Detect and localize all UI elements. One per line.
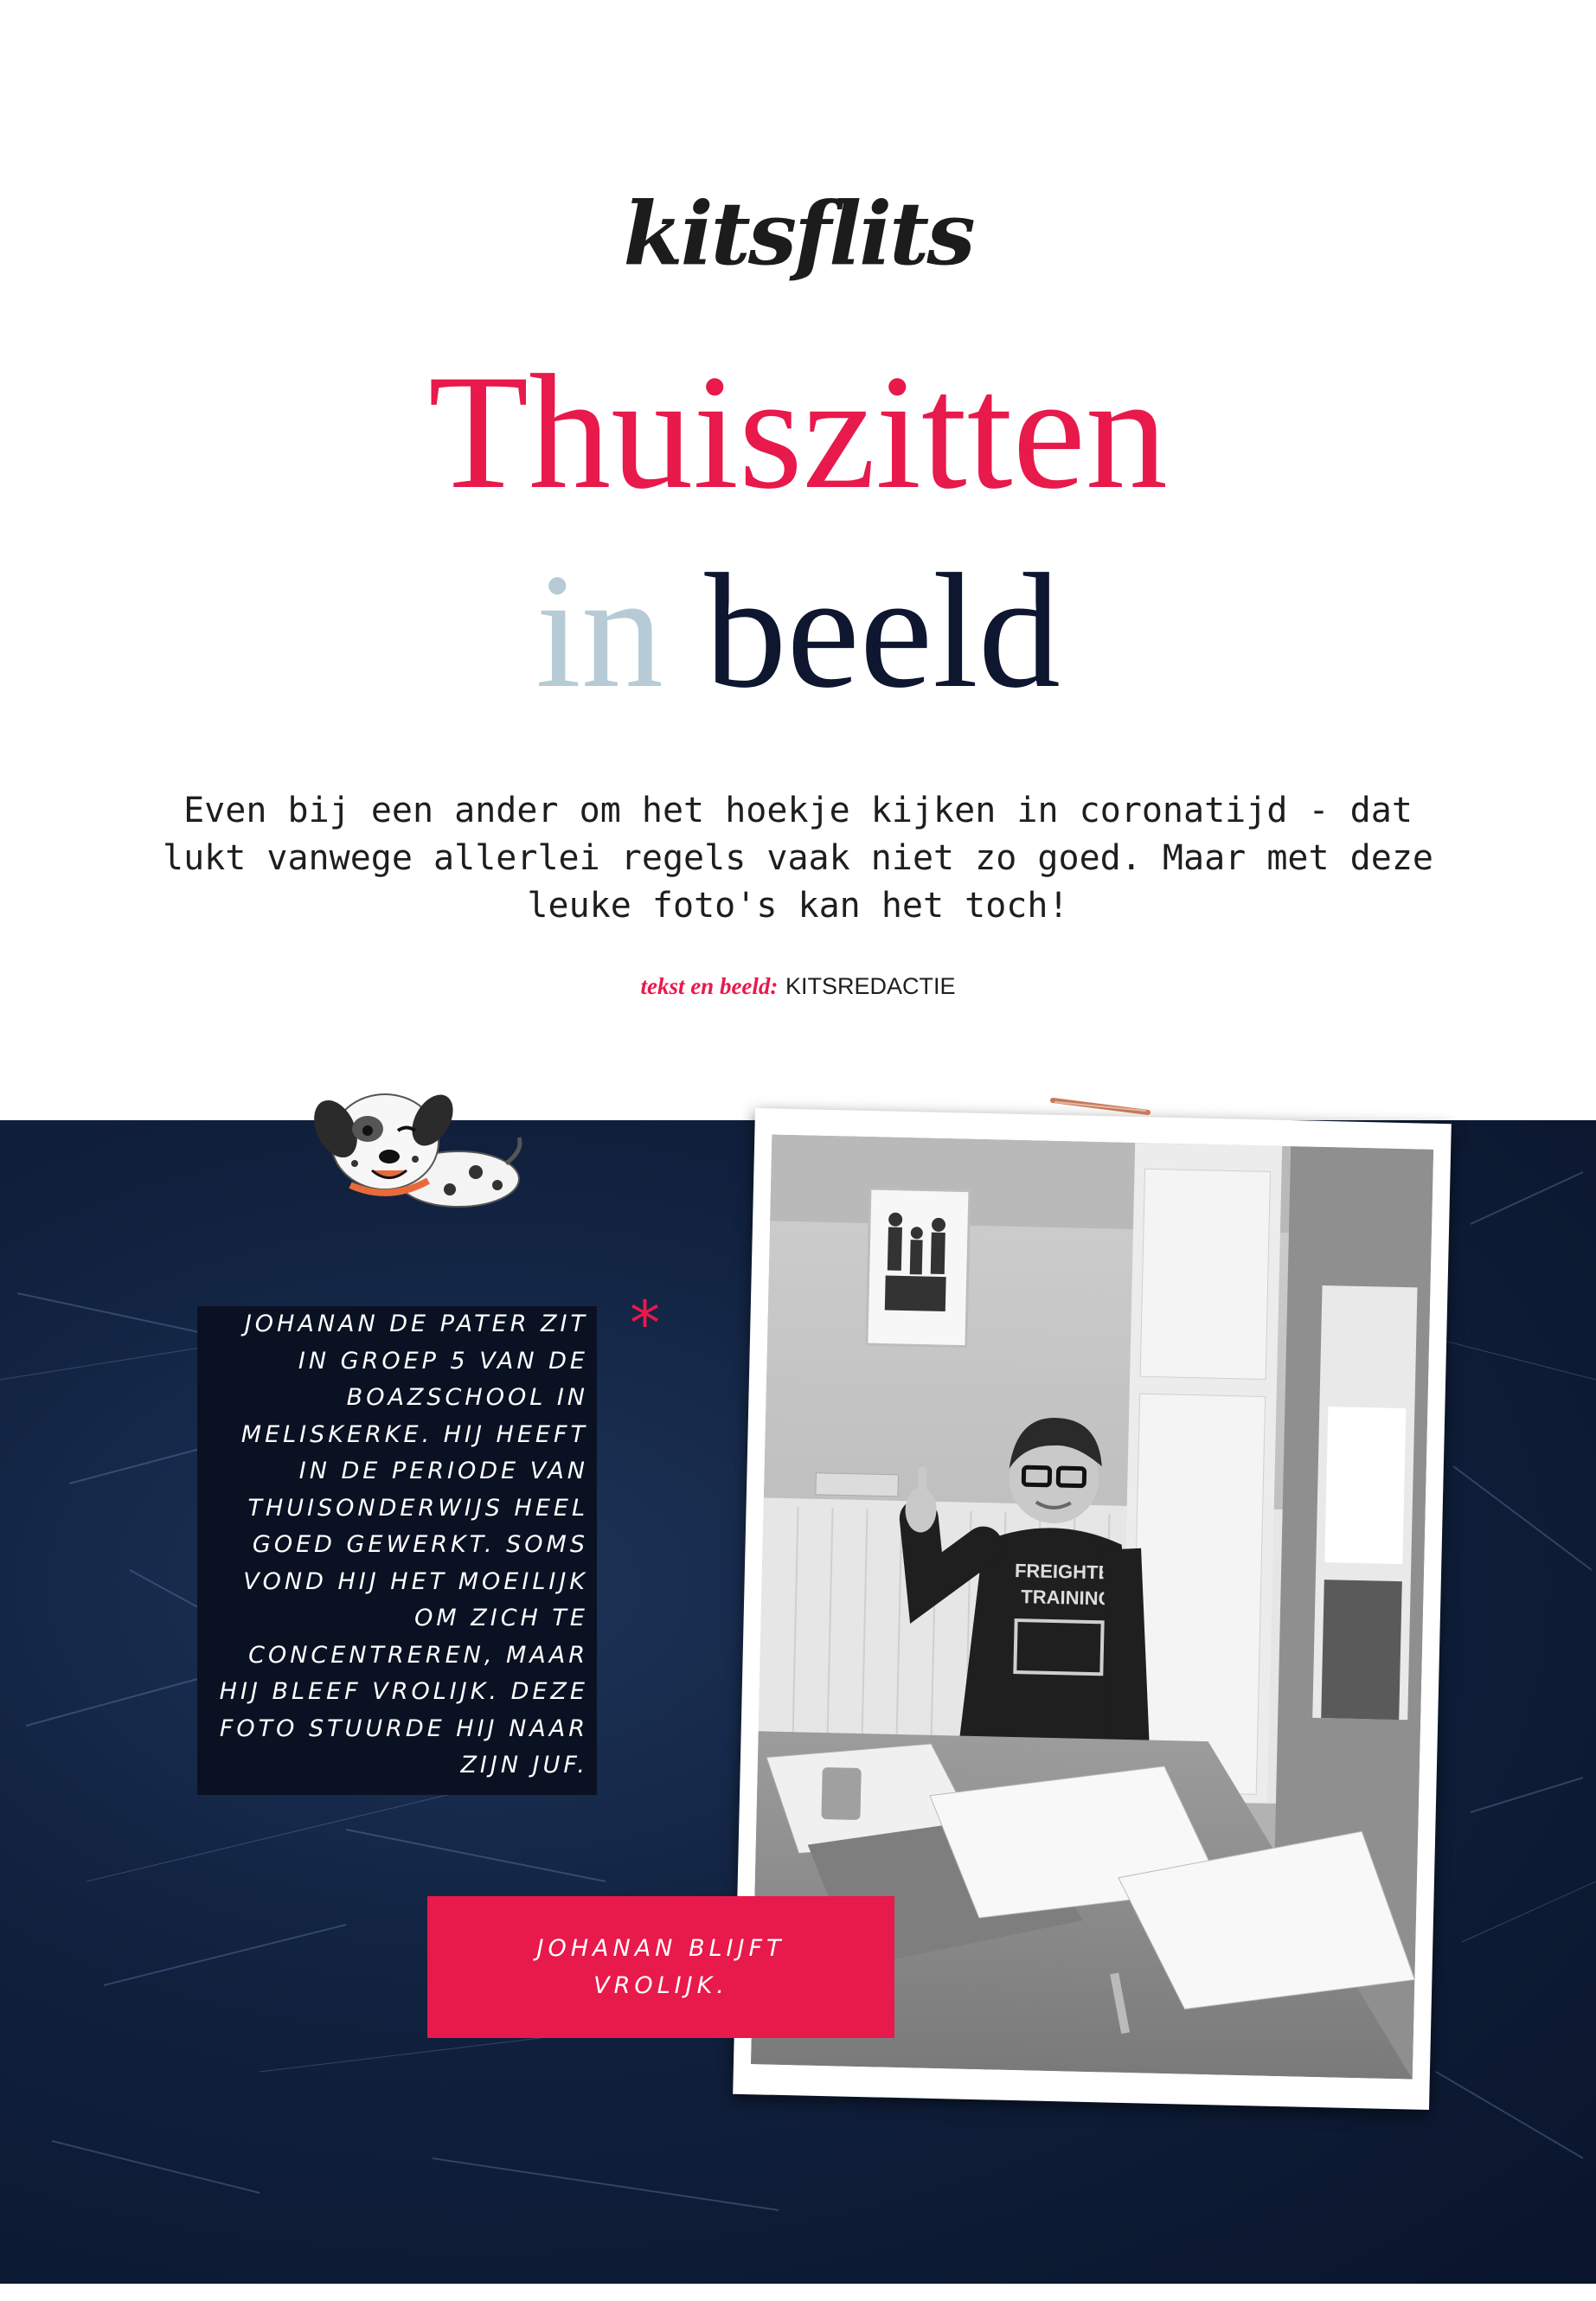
photo-caption-text: JOHANAN BLIJFT VROLIJK. [536,1935,785,1999]
svg-text:FREIGHTER: FREIGHTER [1014,1559,1125,1584]
asterisk-icon: * [630,1288,660,1359]
story-text-box [197,1306,597,1795]
article-header [0,0,1596,1120]
dalmatian-dog-icon [303,1077,528,1228]
paper-clip-icon [1048,1097,1152,1116]
article-subtitle [0,541,1596,722]
svg-text:TRAINING: TRAINING [1021,1586,1113,1610]
byline-value: KITSREDACTIE [785,973,956,999]
photo-caption [427,1896,894,2038]
subtitle-word-in: in [535,541,663,722]
byline-label: tekst en beeld: [640,973,779,999]
byline [0,972,1596,1001]
intro-paragraph: Even bij een ander om het hoekje kijken in coronatijd - dat lukt vanwege allerlei regels vaak niet zo goed. Maar met deze leuke foto's kan het toch! [162,791,1433,926]
article-title: Thuiszitten [428,342,1168,523]
section-kicker: kitsflits [623,183,973,285]
story-text: JOHANAN DE PATER ZIT IN GROEP 5 VAN DE BOAZSCHOOL IN MELISKERKE. HIJ HEEFT IN DE PERIODE VAN THUISONDERWIJS HEEL GOED GEWERKT. SOMS VOND HIJ HET MOEILIJK OM ZICH TE CONCENTREREN, MAAR HIJ BLEEF VROLIJK. DEZE FOTO STUURDE HIJ NAAR ZIJN JUF. [219,1311,588,1779]
subtitle-word-beeld: beeld [704,541,1061,722]
